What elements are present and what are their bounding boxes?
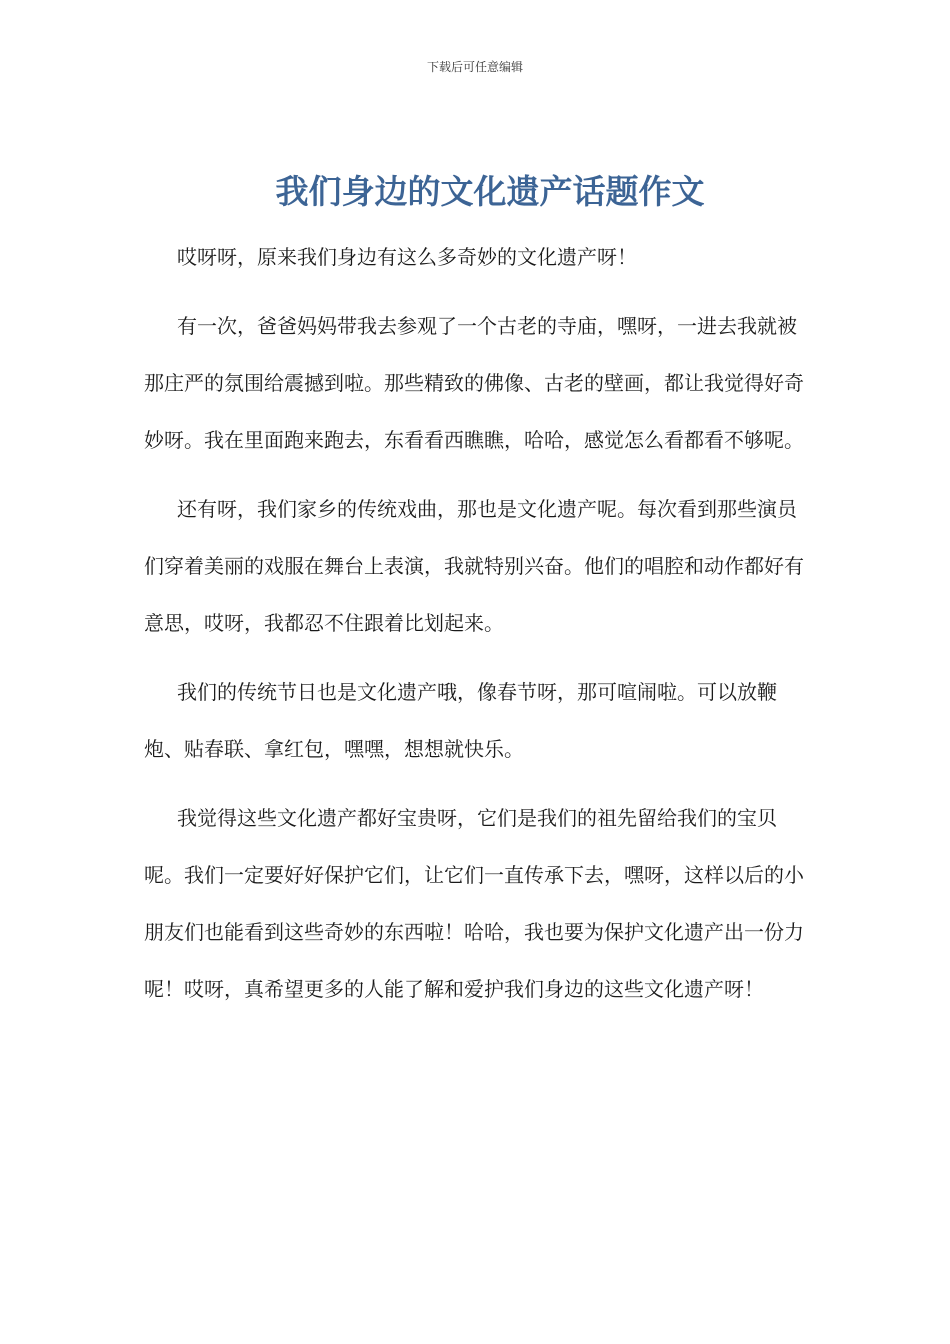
paragraph-3: 还有呀，我们家乡的传统戏曲，那也是文化遗产呢。每次看到那些演员们穿着美丽的戏服在舞台上表演，我就特别兴奋。他们的唱腔和动作都好有意思，哎呀，我都忍不住跟着比划起来。 <box>144 497 804 635</box>
document-body <box>144 229 804 1030</box>
header-note: 下载后可任意编辑 <box>426 60 523 74</box>
paragraph-1: 哎呀呀，原来我们身边有这么多奇妙的文化遗产呀！ <box>177 245 637 269</box>
document-title: 我们身边的文化遗产话题作文 <box>275 172 705 211</box>
paragraph-4: 我们的传统节日也是文化遗产哦，像春节呀，那可喧闹啦。可以放鞭炮、贴春联、拿红包，嘿嘿，想想就快乐。 <box>144 680 777 761</box>
paragraph-2: 有一次，爸爸妈妈带我去参观了一个古老的寺庙，嘿呀，一进去我就被那庄严的氛围给震撼到啦。那些精致的佛像、古老的壁画，都让我觉得好奇妙呀。我在里面跑来跑去，东看看西瞧瞧，哈哈，感觉怎么看都看不够呢。 <box>144 314 804 452</box>
paragraph-5: 我觉得这些文化遗产都好宝贵呀，它们是我们的祖先留给我们的宝贝呢。我们一定要好好保护它们，让它们一直传承下去，嘿呀，这样以后的小朋友们也能看到这些奇妙的东西啦！哈哈，我也要为保护文化遗产出一份力呢！哎呀，真希望更多的人能了解和爱护我们身边的这些文化遗产呀！ <box>144 806 804 1001</box>
